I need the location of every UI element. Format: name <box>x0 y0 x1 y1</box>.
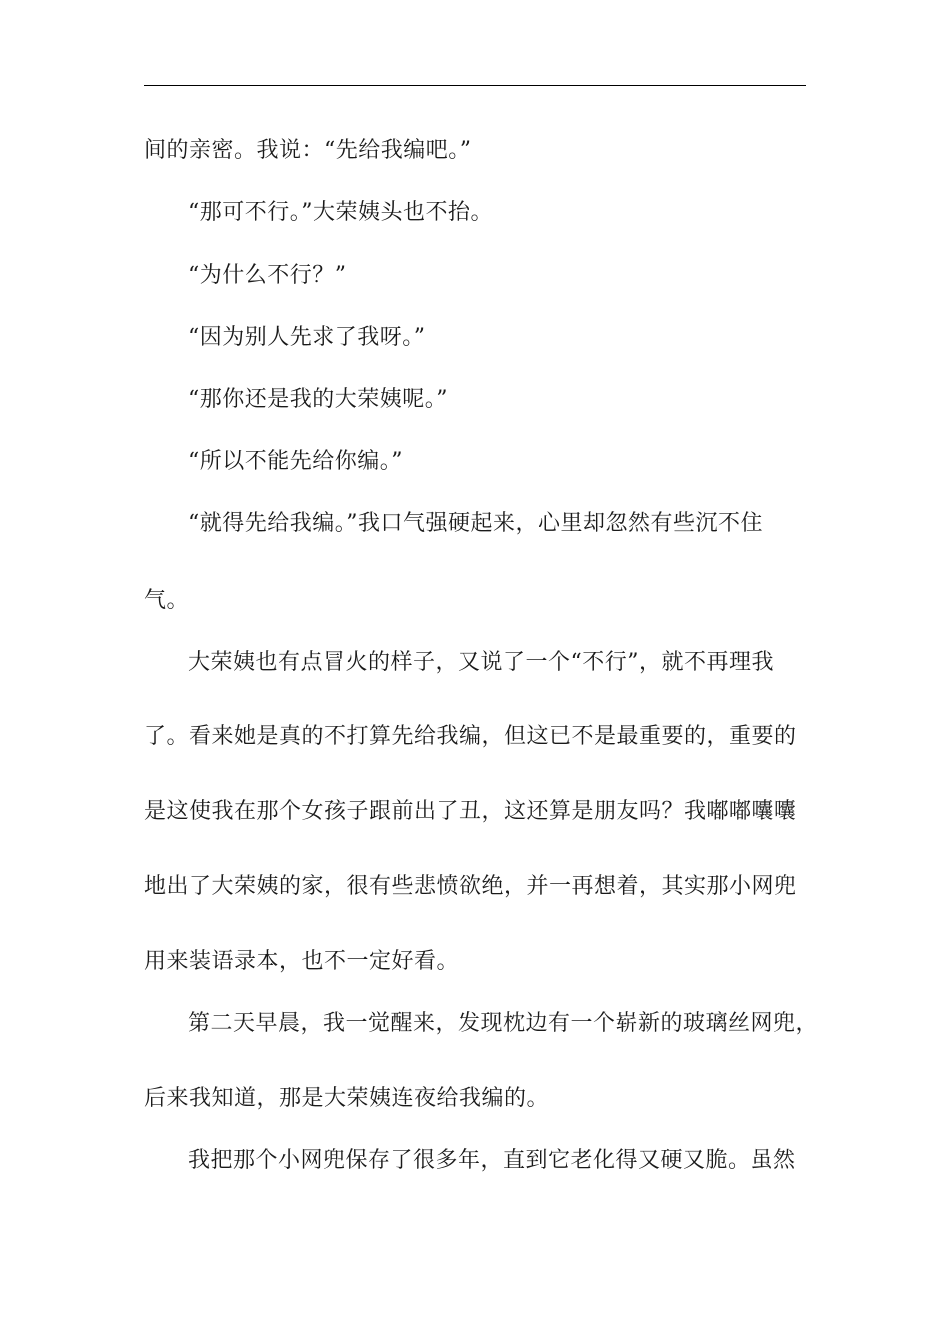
text-line: “所以不能先给你编。” <box>188 449 403 474</box>
text-line: “为什么不行？” <box>188 263 347 288</box>
text-line: 是这使我在那个女孩子跟前出了丑，这还算是朋友吗？我嘟嘟囔囔 <box>144 799 797 824</box>
text-line: 大荣姨也有点冒火的样子，又说了一个“不行”，就不再理我 <box>188 650 774 675</box>
text-line: 后来我知道，那是大荣姨连夜给我编的。 <box>144 1086 550 1111</box>
text-line: “因为别人先求了我呀。” <box>188 325 426 350</box>
text-line: 我把那个小网兜保存了很多年，直到它老化得又硬又脆。虽然 <box>188 1148 796 1173</box>
text-line: “就得先给我编。”我口气强硬起来，心里却忽然有些沉不住 <box>188 511 763 536</box>
text-line: “那你还是我的大荣姨呢。” <box>188 387 448 412</box>
text-line: 用来装语录本，也不一定好看。 <box>144 949 460 974</box>
text-line: 气。 <box>144 588 190 613</box>
text-line: “那可不行。”大荣姨头也不抬。 <box>188 200 493 225</box>
header-rule <box>144 85 806 86</box>
text-line: 地出了大荣姨的家，很有些悲愤欲绝，并一再想着，其实那小网兜 <box>144 874 797 899</box>
text-line: 间的亲密。我说：“先给我编吧。” <box>144 138 472 163</box>
text-line: 第二天早晨，我一觉醒来，发现枕边有一个崭新的玻璃丝网兜， <box>188 1011 819 1036</box>
text-line: 了。看来她是真的不打算先给我编，但这已不是最重要的，重要的 <box>144 724 797 749</box>
